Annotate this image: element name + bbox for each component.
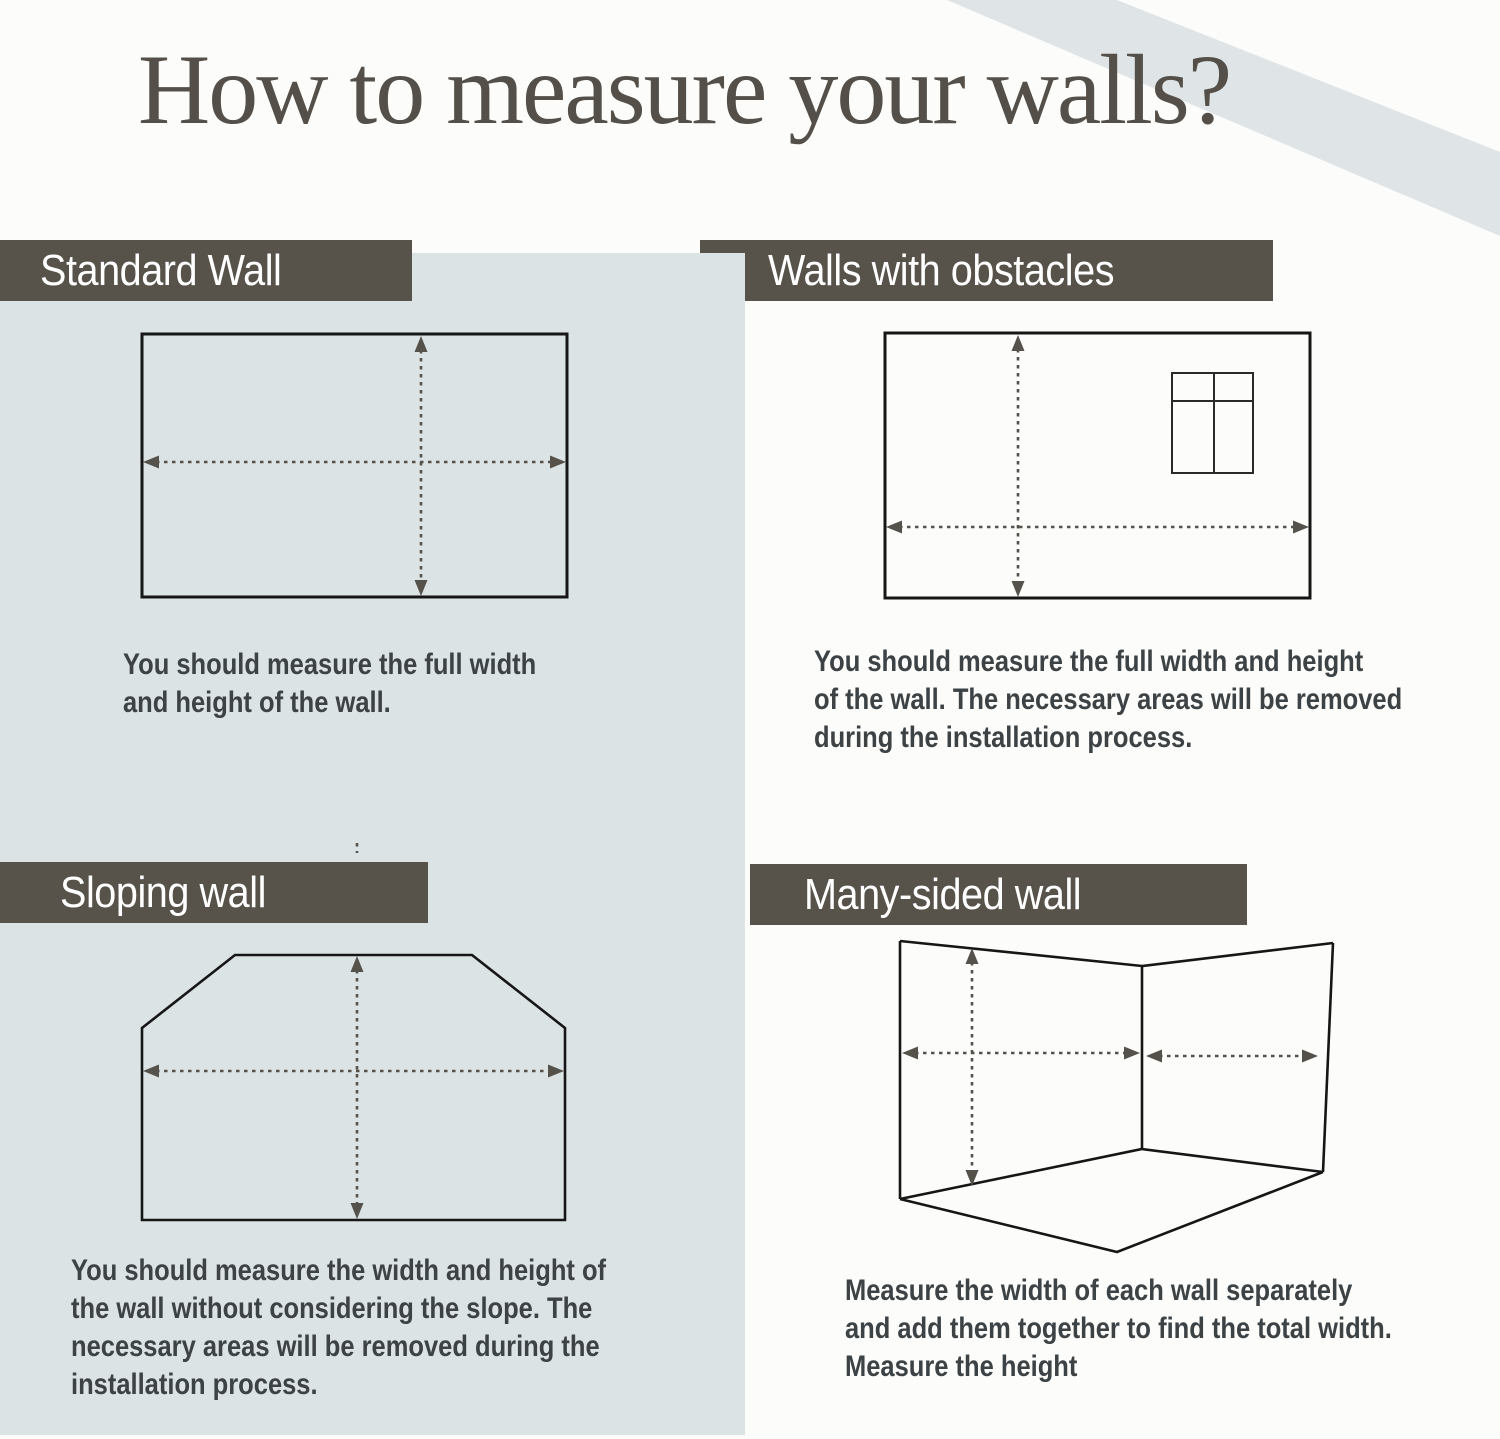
section-header-standard-wall	[0, 240, 412, 301]
section-header-label: Standard Wall	[40, 245, 282, 295]
corner-walls-outline	[900, 941, 1333, 1252]
section-header-label: Many-sided wall	[804, 869, 1082, 919]
arrowhead-right-icon	[1293, 521, 1309, 534]
sloping-wall-description	[71, 1252, 606, 1404]
arrowhead-down-icon	[966, 1170, 979, 1186]
arrowhead-left-icon	[886, 521, 902, 534]
page-title: How to measure your walls?	[138, 34, 1231, 145]
wall-outline	[885, 333, 1310, 598]
description-line: You should measure the full width and height	[814, 645, 1364, 678]
description-line: necessary areas will be removed during the	[71, 1330, 600, 1363]
description-line: and height of the wall.	[123, 686, 391, 719]
section-header-label: Sloping wall	[60, 867, 266, 917]
description-line: and add them together to find the total width.	[845, 1312, 1392, 1345]
arrowhead-left-icon	[902, 1047, 918, 1060]
left-wall-width-arrow	[902, 1047, 1140, 1060]
arrowhead-right-icon	[1124, 1047, 1140, 1060]
walls-with-obstacles-diagram	[885, 333, 1310, 598]
section-header-sloping-wall	[0, 862, 428, 923]
description-line: Measure the width of each wall separately	[845, 1274, 1353, 1307]
height-measure-arrow	[966, 948, 979, 1186]
arrowhead-up-icon	[1012, 335, 1025, 351]
right-wall-width-arrow	[1146, 1050, 1318, 1063]
section-header-many-sided-wall	[750, 864, 1247, 925]
height-measure-arrow	[1012, 335, 1025, 597]
arrowhead-left-icon	[1146, 1050, 1162, 1063]
window-icon	[1172, 373, 1253, 473]
section-header-walls-with-obstacles	[700, 240, 1273, 301]
walls-with-obstacles-description	[814, 643, 1402, 757]
description-line: You should measure the full width	[123, 648, 537, 681]
description-line: the wall without considering the slope. The	[71, 1292, 593, 1325]
description-line: during the installation process.	[814, 721, 1193, 754]
description-line: of the wall. The necessary areas will be removed	[814, 683, 1403, 716]
many-sided-wall-description	[845, 1272, 1392, 1386]
description-line: You should measure the width and height of	[71, 1254, 607, 1287]
width-measure-arrow	[886, 521, 1309, 534]
arrowhead-down-icon	[1012, 581, 1025, 597]
arrowhead-up-icon	[966, 948, 979, 964]
many-sided-wall-diagram	[900, 941, 1333, 1252]
description-line: installation process.	[71, 1368, 318, 1401]
section-header-label: Walls with obstacles	[768, 245, 1115, 295]
arrowhead-right-icon	[1302, 1050, 1318, 1063]
standard-wall-description	[123, 646, 536, 722]
description-line: Measure the height	[845, 1350, 1078, 1383]
